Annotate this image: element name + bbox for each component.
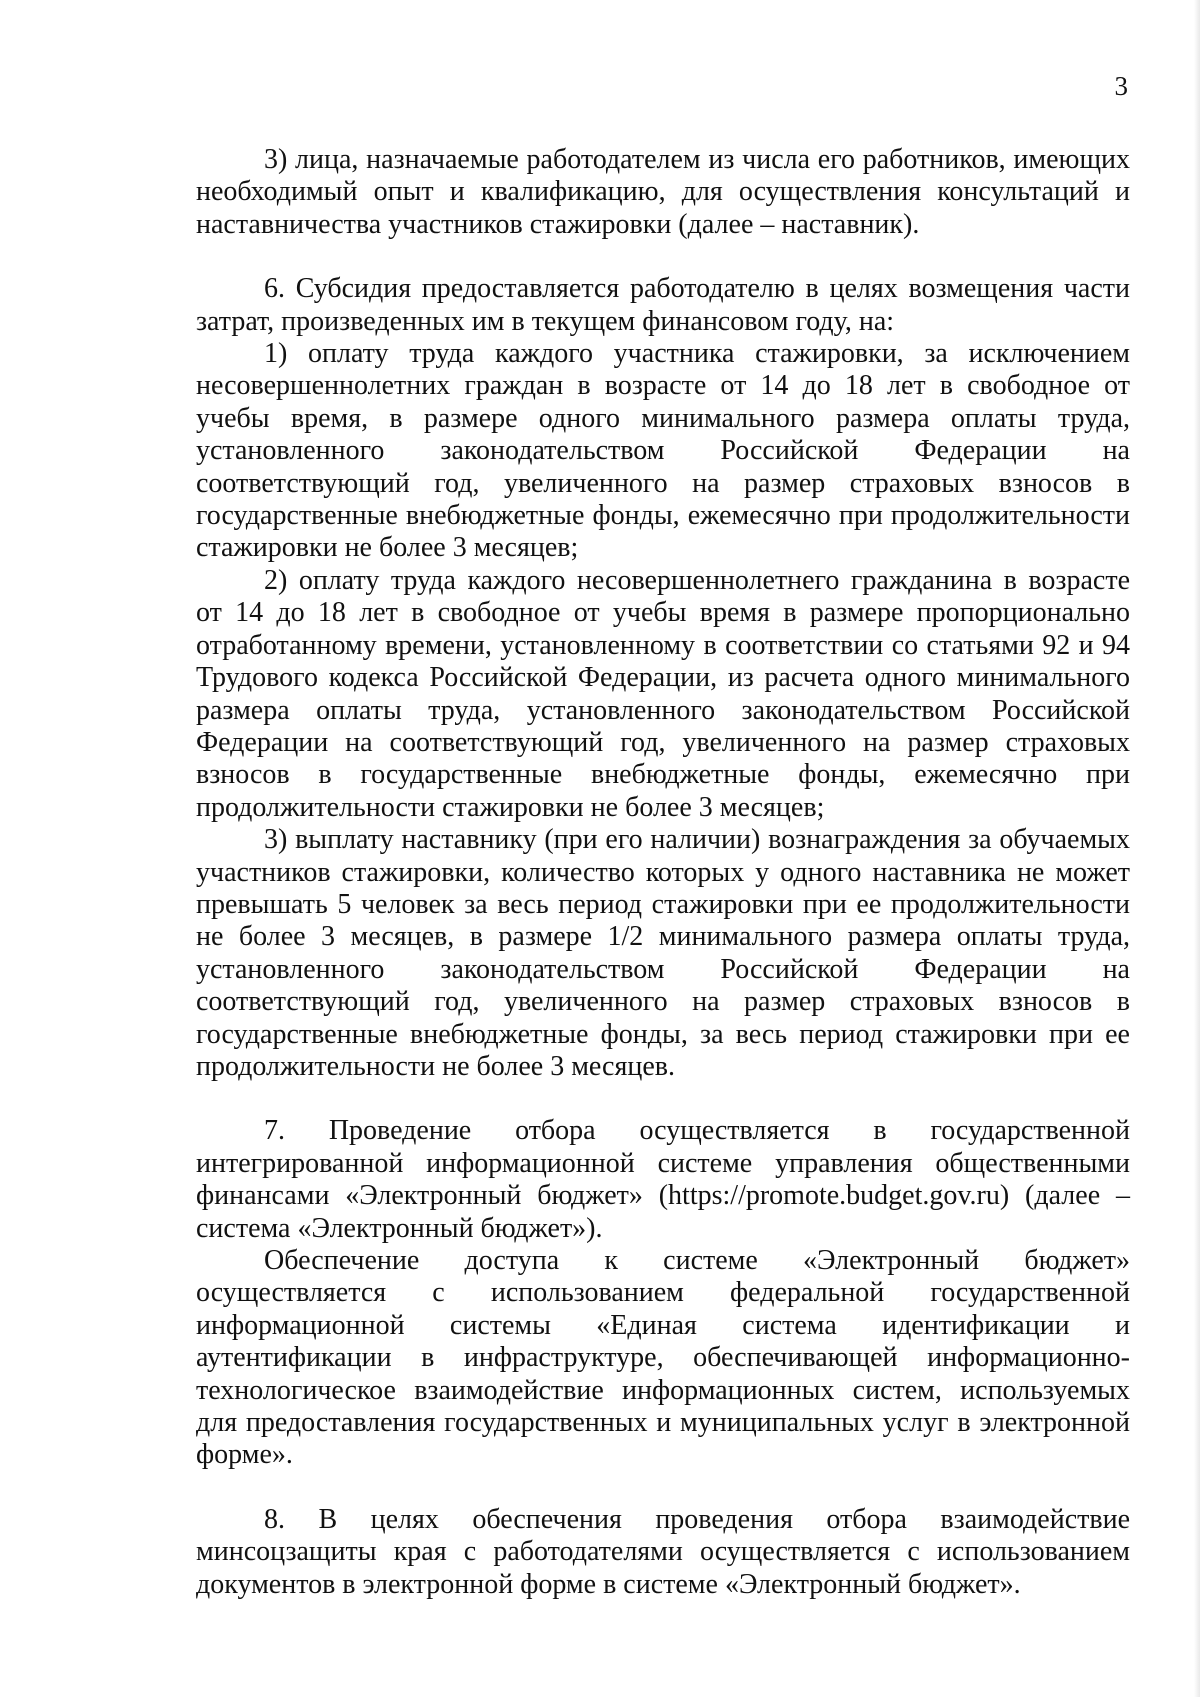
- document-body: [196, 144, 1130, 1601]
- paragraph-7-selection: 7. Проведение отбора осуществляется в государственной интегрированной информационной системе управления общественными финансами «Электронный бюджет» (https://promote.budget.gov.ru) (далее – система «Электронный бюджет»).: [196, 1115, 1130, 1244]
- paragraph-item-3-mentor: 3) лица, назначаемые работодателем из числа его работников, имеющих необходимый опыт и квалификацию, для осуществления консультаций и наставничества участников стажировки (далее – наставник).: [196, 144, 1130, 240]
- paragraph-6-item-1: 1) оплату труда каждого участника стажировки, за исключением несовершеннолетних граждан в возрасте от 14 до 18 лет в свободное от учебы время, в размере одного минимального размера оплаты труда, установленного законодательством Российской Федерации на соответствующий год, увеличенного на размер страховых взносов в государственные внебюджетные фонды, ежемесячно при продолжительности стажировки не более 3 месяцев;: [196, 338, 1130, 564]
- scan-edge-shadow: [1194, 0, 1200, 1697]
- paragraph-6-item-3: 3) выплату наставнику (при его наличии) вознаграждения за обучаемых участников стажировки, количество которых у одного наставника не может превышать 5 человек за весь период стажировки при ее продолжительности не более 3 месяцев, в размере 1/2 минимального размера оплаты труда, установленного законодательством Российской Федерации на соответствующий год, увеличенного на размер страховых взносов в государственные внебюджетные фонды, за весь период стажировки при ее продолжительности не более 3 месяцев.: [196, 824, 1130, 1082]
- paragraph-7-access: Обеспечение доступа к системе «Электронный бюджет» осуществляется с использованием федеральной государственной информационной системы «Единая система идентификации и аутентификации в инфраструктуре, обеспечивающей информационно-технологическое взаимодействие информационных систем, используемых для предоставления государственных и муниципальных услуг в электронной форме».: [196, 1245, 1130, 1471]
- paragraph-6-item-2: 2) оплату труда каждого несовершеннолетнего гражданина в возрасте от 14 до 18 лет в свободное от учебы время в размере пропорционально отработанному времени, установленному в соответствии со статьями 92 и 94 Трудового кодекса Российской Федерации, из расчета одного минимального размера оплаты труда, установленного законодательством Российской Федерации на соответствующий год, увеличенного на размер страховых взносов в государственные внебюджетные фонды, ежемесячно при продолжительности стажировки не более 3 месяцев;: [196, 564, 1130, 823]
- paragraph-8-interaction: 8. В целях обеспечения проведения отбора взаимодействие минсоцзащиты края с работодателями осуществляется с использованием документов в электронной форме в системе «Электронный бюджет».: [196, 1503, 1130, 1600]
- paragraph-6-subsidy: 6. Субсидия предоставляется работодателю в целях возмещения части затрат, произведенных им в текущем финансовом году, на:: [196, 273, 1130, 337]
- page-number: 3: [1114, 71, 1128, 101]
